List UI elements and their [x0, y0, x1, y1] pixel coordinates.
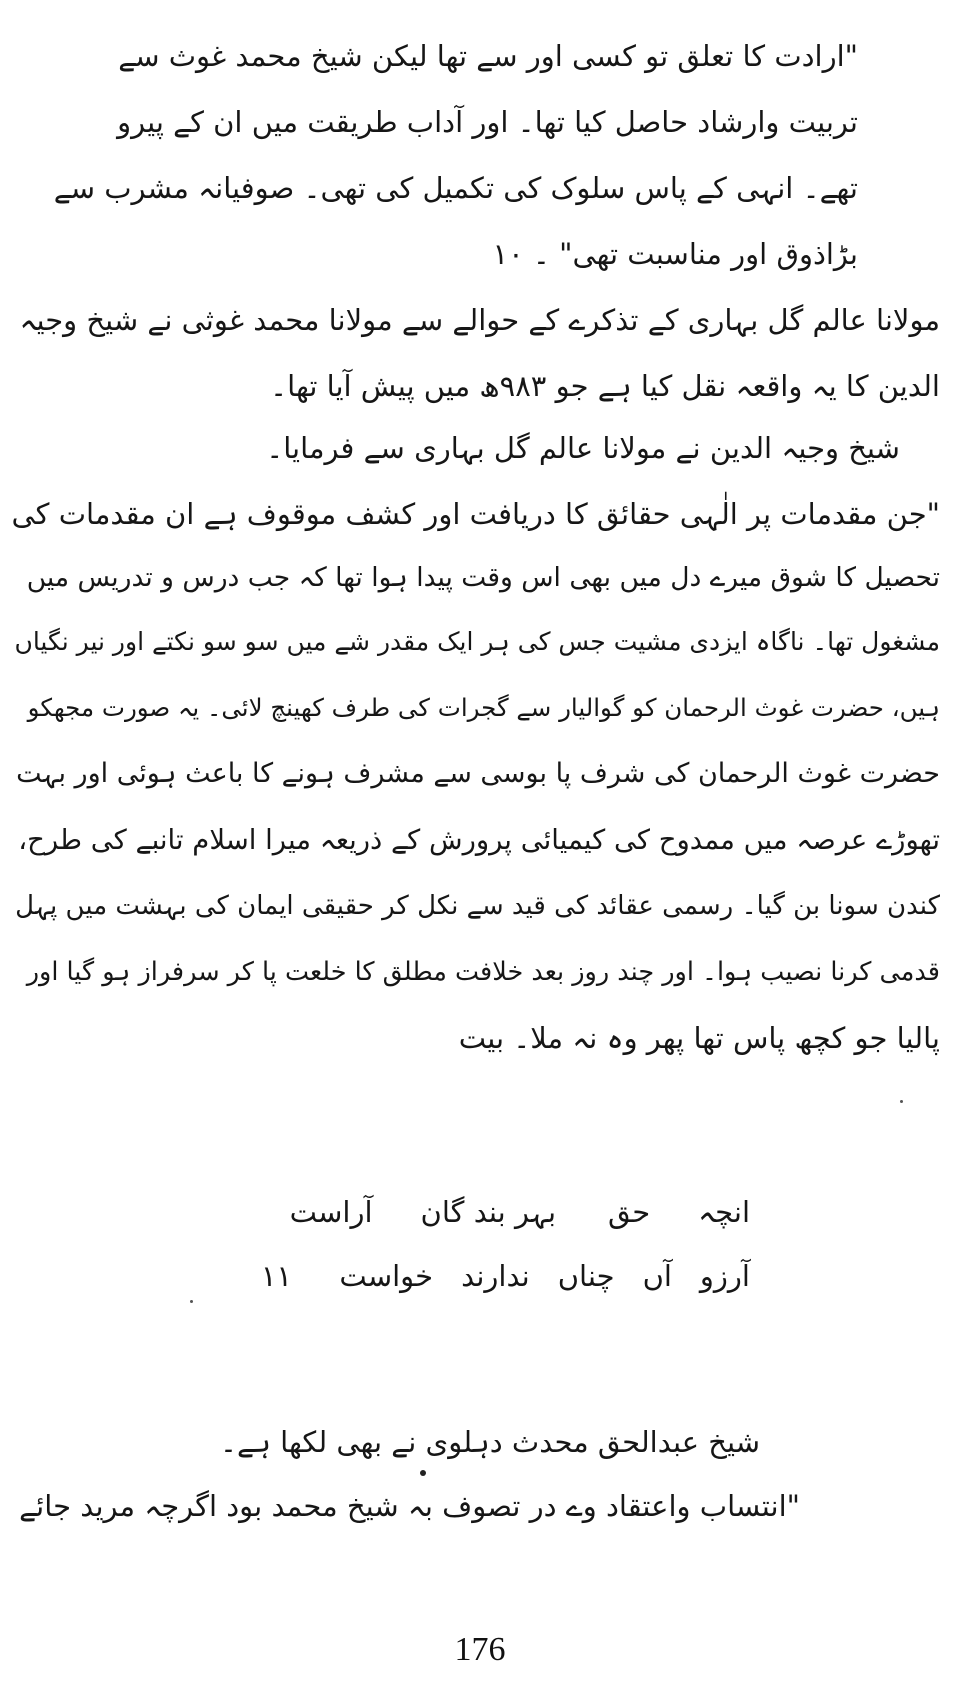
verse-line-1-word-4: آراست — [289, 1195, 373, 1229]
verse-line-2-word-4: ندارند — [461, 1259, 530, 1293]
verse-line-2 — [339, 1254, 750, 1298]
main-quote-line-6: تھوڑے عرصہ میں ممدوح کی کیمیائی پرورش کے ذریعہ میرا اسلام تانبے کی طرح، — [18, 824, 940, 856]
verse-line-2-word-1: آرزو — [699, 1259, 750, 1293]
verse-line-1-word-1: انچہ — [698, 1195, 750, 1229]
verse-line-1-word-2: حق — [608, 1195, 651, 1229]
opening-quote-line-4: بڑاذوق اور مناسبت تھی" ۔ ۱۰ — [492, 237, 858, 271]
verse-line-1-word-3: بہر بند گان — [420, 1195, 557, 1229]
verse-line-1 — [290, 1190, 750, 1234]
opening-quote-line-1: "ارادت کا تعلق تو کسی اور سے تھا لیکن شیخ محمد غوث سے — [118, 39, 858, 73]
scan-speck — [900, 1100, 903, 1103]
opening-quote-line-3: تھے۔ انہی کے پاس سلوک کی تکمیل کی تھی۔ صوفیانہ مشرب سے — [53, 171, 858, 205]
narration-line-1: مولانا عالم گل بہاری کے تذکرے کے حوالے سے مولانا محمد غوثی نے شیخ وجیہ — [19, 303, 940, 337]
main-quote-line-3: مشغول تھا۔ ناگاہ ایزدی مشیت جس کی ہر ایک مقدر شے میں سو سو نکتے اور نیر نگیاں — [14, 627, 940, 656]
scan-speck — [420, 1470, 426, 1476]
main-quote-line-7: کندن سونا بن گیا۔ رسمی عقائد کی قید سے نکل کر حقیقی ایمان کی بہشت میں پہل — [15, 891, 940, 921]
page-number: 176 — [454, 1631, 506, 1668]
main-quote-line-9: پالیا جو کچھ پاس تھا پھر وہ نہ ملا۔ بیت — [458, 1021, 940, 1055]
main-quote-line-8: قدمی کرنا نصیب ہوا۔ اور چند روز بعد خلافت مطلق کا خلعت پا کر سرفراز ہو گیا اور — [26, 957, 940, 987]
closing-line-2: "انتساب واعتقاد وے در تصوف بہ شیخ محمد بود اگرچہ مرید جائے — [19, 1489, 800, 1523]
main-quote-line-4: ہیں، حضرت غوث الرحمان کو گوالیار سے گجرات کی طرف کھینچ لائی۔ یہ صورت مجھکو — [27, 693, 940, 722]
narration-line-3: شیخ وجیہ الدین نے مولانا عالم گل بہاری سے فرمایا۔ — [266, 431, 900, 465]
main-quote-line-2: تحصیل کا شوق میرے دل میں بھی اس وقت پیدا ہوا تھا کہ جب درس و تدریس میں — [26, 562, 940, 593]
verse-line-2-word-2: آں — [642, 1259, 672, 1293]
verse-line-2-word-5: خواست — [339, 1259, 434, 1293]
narration-line-2: الدین کا یہ واقعہ نقل کیا ہے جو ۹۸۳ھ میں پیش آیا تھا۔ — [270, 369, 940, 403]
scan-speck — [190, 1300, 193, 1303]
opening-quote-line-2: تربیت وارشاد حاصل کیا تھا۔ اور آداب طریقت میں ان کے پیرو — [117, 105, 858, 139]
verse-line-2-word-3: چناں — [557, 1259, 615, 1293]
closing-line-1: شیخ عبدالحق محدث دہلوی نے بھی لکھا ہے۔ — [219, 1425, 760, 1459]
main-quote-line-5: حضرت غوث الرحمان کی شرف پا بوسی سے مشرف ہونے کا باعث ہوئی اور بہت — [16, 758, 940, 789]
verse-footnote-marker: ۱۱ — [260, 1259, 292, 1293]
main-quote-line-1: "جن مقدمات پر الٰہی حقائق کا دریافت اور کشف موقوف ہے ان مقدمات کی — [11, 497, 940, 531]
